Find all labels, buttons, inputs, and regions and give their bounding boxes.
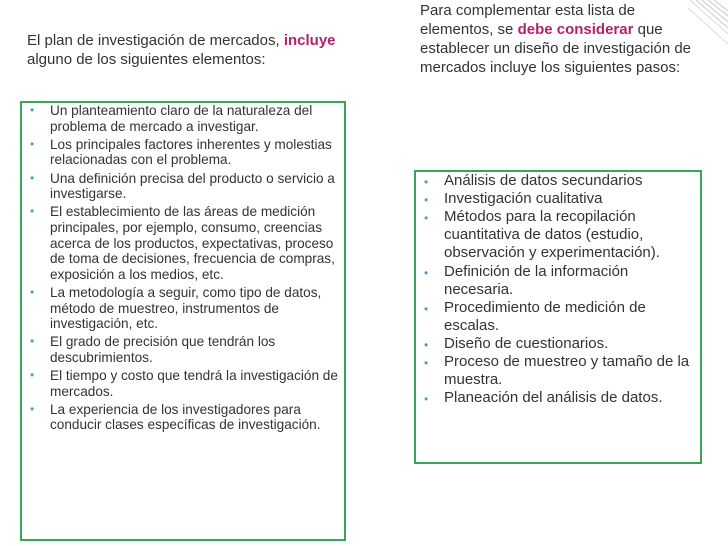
bullet-icon: • bbox=[424, 356, 429, 371]
list-item bbox=[424, 334, 700, 353]
list-item bbox=[30, 284, 344, 332]
list-item-text: Procedimiento de medición de escalas. bbox=[444, 298, 646, 334]
list-item bbox=[30, 401, 344, 433]
list-item-text: Los principales factores inherentes y molestias relacionadas con el problema. bbox=[50, 136, 332, 168]
bullet-icon: • bbox=[424, 193, 429, 208]
list-item bbox=[30, 103, 344, 134]
right-intro-post: que establecer un diseño de investigación de mercados incluye los siguientes pasos: bbox=[420, 21, 692, 76]
list-item bbox=[424, 298, 700, 335]
bullet-icon: • bbox=[30, 401, 35, 416]
list-item bbox=[30, 368, 344, 399]
list-item-text: La metodología a seguir, como tipo de datos, método de muestreo, instrumentos de investigación, etc. bbox=[50, 284, 322, 332]
list-item-text: El grado de precisión que tendrán los descubrimientos. bbox=[50, 334, 276, 365]
list-item bbox=[30, 334, 344, 365]
list-item-text: Una definición precisa del producto o servicio a investigarse. bbox=[50, 170, 335, 202]
list-item bbox=[424, 190, 700, 208]
list-item-text: Métodos para la recopilación cuantitativa de datos (estudio, observación y experimentación). bbox=[444, 208, 660, 262]
list-item-text: Investigación cualitativa bbox=[444, 190, 603, 208]
list-item-text: El establecimiento de las áreas de medición principales, por ejemplo, consumo, creencias acerca de los productos, expectativas, proceso de toma de decisiones, frecuencia de compras, exposición a los medios, etc. bbox=[50, 204, 335, 282]
bullet-icon: • bbox=[30, 136, 35, 151]
bullet-icon: • bbox=[424, 301, 429, 316]
bullet-icon: • bbox=[424, 265, 429, 280]
right-intro-pre: Para complementar esta lista de elementos, se bbox=[420, 2, 636, 38]
bullet-icon: • bbox=[30, 368, 35, 383]
bullet-icon: • bbox=[30, 103, 35, 117]
left-intro-pre: El plan de investigación de mercados, bbox=[27, 32, 284, 49]
right-intro-text bbox=[420, 1, 710, 77]
bullet-icon: • bbox=[424, 337, 429, 352]
list-item-text: Definición de la información necesaria. bbox=[444, 262, 629, 298]
list-item-text: La experiencia de los investigadores para conducir clases específicas de investigación. bbox=[50, 401, 321, 433]
bullet-icon: • bbox=[424, 175, 429, 189]
left-intro-post: alguno de los siguientes elementos: bbox=[27, 51, 266, 68]
list-item bbox=[30, 136, 344, 168]
bullet-icon: • bbox=[30, 334, 35, 349]
list-item bbox=[424, 389, 700, 407]
list-item bbox=[30, 170, 344, 202]
right-steps-list bbox=[416, 172, 700, 407]
left-elements-box bbox=[20, 101, 346, 541]
list-item-text: Análisis de datos secundarios bbox=[444, 172, 643, 189]
left-intro-keyword: incluye bbox=[283, 32, 336, 49]
list-item bbox=[424, 172, 700, 190]
list-item bbox=[424, 353, 700, 389]
left-intro-text bbox=[27, 31, 337, 69]
list-item bbox=[424, 208, 700, 262]
list-item-text: Un planteamiento claro de la naturaleza del problema de mercado a investigar. bbox=[50, 103, 313, 134]
list-item-text: Planeación del análisis de datos. bbox=[444, 389, 663, 407]
bullet-icon: • bbox=[30, 284, 35, 299]
bullet-icon: • bbox=[424, 392, 429, 407]
bullet-icon: • bbox=[30, 170, 35, 185]
bullet-icon: • bbox=[424, 211, 429, 226]
bullet-icon: • bbox=[30, 204, 35, 219]
list-item bbox=[30, 204, 344, 282]
list-item-text: Diseño de cuestionarios. bbox=[444, 334, 609, 352]
right-steps-box bbox=[414, 170, 702, 464]
list-item bbox=[424, 262, 700, 299]
list-item-text: Proceso de muestreo y tamaño de la muestra. bbox=[444, 353, 690, 389]
list-item-text: El tiempo y costo que tendrá la investigación de mercados. bbox=[50, 368, 338, 399]
left-elements-list bbox=[22, 103, 344, 433]
right-intro-keyword: debe considerar bbox=[517, 21, 634, 38]
